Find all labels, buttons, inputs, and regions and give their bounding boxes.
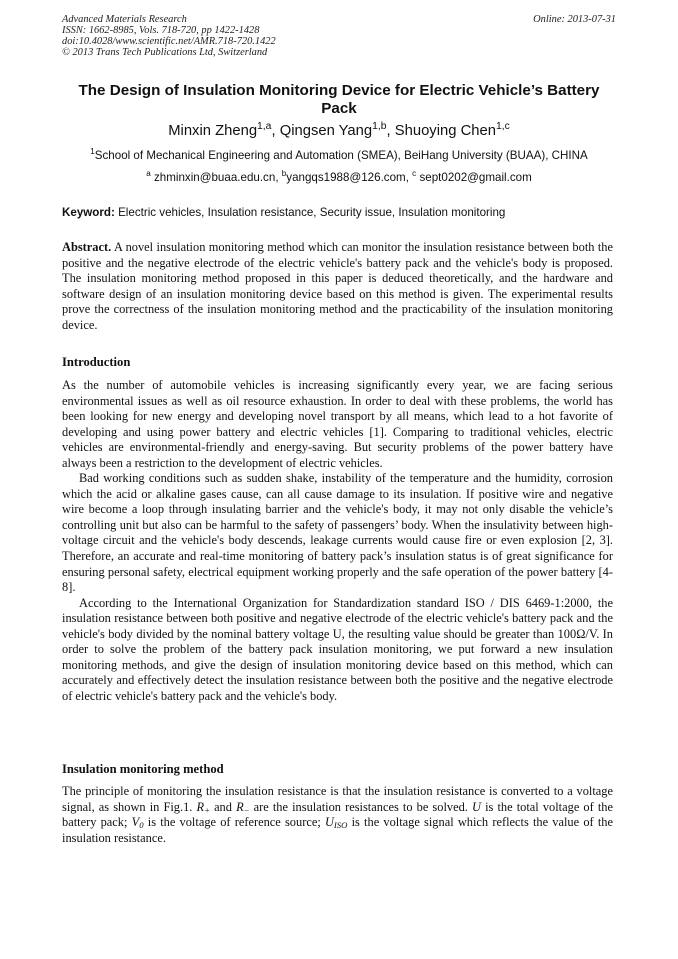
online-date: Online: 2013-07-31: [533, 14, 616, 25]
text-run: is the voltage of reference source;: [147, 815, 321, 830]
introduction-heading: Introduction: [62, 355, 131, 369]
email-mark: c: [412, 169, 417, 179]
symbol-u: U: [472, 799, 481, 814]
author-affil-mark: 1,b: [372, 121, 387, 133]
author-affil-mark: 1,a: [257, 121, 272, 133]
symbol-r-minus: $R_-$: [236, 799, 250, 815]
text-run: are the insulation resistances to be solved.: [253, 799, 468, 814]
email-link[interactable]: zhminxin@buaa.edu.cn: [153, 171, 276, 184]
author-name: Qingsen Yang: [279, 123, 373, 139]
abstract: [62, 240, 613, 333]
paragraph: According to the International Organization for Standardization standard ISO / DIS 6469-1:2000, the insulation resistance between both positive and negative electrode of the electric vehicle's battery pack and the vehicle's body divided by the nominal battery voltage U, the resulting value should be greater than 100Ω/V. In order to solve the problem of the battery pack insulation monitoring, we put forward a new insulation monitoring methods, and give the design of insulation monitoring device based on this method, which can accurately and effectively detect the insulation resistance between both the positive and the negative electrode of electric vehicle's battery pack and the vehicle's body.: [62, 595, 613, 703]
journal-name: Advanced Materials Research: [62, 14, 187, 25]
text-run: is the voltage signal which reflects the value of the insulation resistance.: [62, 815, 613, 845]
symbol-v0: $V_0$: [131, 815, 144, 831]
symbol-r-plus: $R_+$: [196, 799, 210, 815]
keyword-line: [62, 205, 638, 220]
symbol-uiso: $U_{ISO}$: [324, 815, 348, 831]
journal-header: [62, 14, 616, 58]
method-body: [62, 784, 613, 846]
affil-text: School of Mechanical Engineering and Automation (SMEA), BeiHang University (BUAA), CHINA: [94, 149, 588, 162]
paragraph: As the number of automobile vehicles is increasing significantly every year, we are facing serious environmental issues as well as oil resource exhaustion. In order to deal with these problems, the world has been looking for new energy and developing novel transport by all means, which lead to a hot favorite of developing and using power battery and electric vehicles [1]. Comparing to traditional vehicles, electric vehicles are environmental-friendly and energy-saving. But security problems of the power battery have always been a restriction to the development of electric vehicles.: [62, 378, 613, 470]
text-run: and: [214, 799, 232, 814]
copyright: © 2013 Trans Tech Publications Ltd, Switzerland: [62, 47, 268, 58]
affil-mark: 1: [90, 147, 95, 157]
abstract-label: Abstract.: [62, 240, 112, 254]
introduction-body: [62, 378, 613, 704]
doi: doi:10.4028/www.scientific.net/AMR.718-720.1422: [62, 36, 276, 47]
author-name: Minxin Zheng: [168, 123, 258, 139]
text-run: The principle of monitoring the insulation resistance is that the insulation resistance is converted to a voltage signal, as shown in Fig.1.: [62, 784, 613, 814]
author-list: Minxin Zheng$^{1,a}$, Qingsen Yang$^{1,b}$, Shuoying Chen$^{1,c}$: [168, 121, 510, 139]
keyword-text: Electric vehicles, Insulation resistance, Security issue, Insulation monitoring: [118, 206, 506, 219]
method-heading: Insulation monitoring method: [62, 762, 224, 776]
email-mark: b: [281, 169, 287, 179]
affiliation: [40, 148, 638, 163]
email-link[interactable]: yangqs1988@126.com: [286, 171, 406, 184]
paragraph: Bad working conditions such as sudden shake, instability of the temperature and the humidity, corrosion which the acid or alkaline gases cause, can all cause damage to its insulation. If positive wire and negative wire become a loop through insulating barrier and the vehicle's body, it may not only disable the vehicle’s controlling unit but also can be harmful to the safety of passengers’ body. When the insulativity between high-voltage circuit and the vehicle's body descends, leakage currents would cause fire or even explosion [2, 3]. Therefore, an accurate and real-time monitoring of battery pack’s insulation status is of great significance for ensuring personal safety, electrical equipment working properly and the safe operation of the power battery [4-8].: [62, 471, 613, 595]
email-list: $^a$ zhminxin@buaa.edu.cn, $^b$yangqs1988@126.com, $^c$ sept0202@gmail.com: [146, 169, 532, 184]
abstract-text: A novel insulation monitoring method which can monitor the insulation resistance between both the positive and the negative electrode of the electric vehicle's battery pack and the vehicle's body is proposed. The insulation monitoring method proposed in this paper is deduced theoretically, and the hardware and software design of an insulation monitoring device based on this method is given. The experimental results prove the correctness of the insulation monitoring method and the practicability of the insulation monitoring device.: [62, 240, 613, 332]
author-name: Shuoying Chen: [394, 123, 496, 139]
email-link[interactable]: sept0202@gmail.com: [419, 171, 532, 184]
paper-title: The Design of Insulation Monitoring Device for Electric Vehicle’s Battery Pack: [78, 82, 600, 117]
keyword-label: Keyword:: [62, 206, 115, 219]
issn: ISSN: 1662-8985, Vols. 718-720, pp 1422-1428: [62, 25, 260, 36]
email-mark: a: [146, 169, 151, 179]
text-run: is the total voltage of the battery pack;: [62, 799, 614, 830]
paragraph: [62, 784, 613, 846]
author-affil-mark: 1,c: [495, 121, 510, 133]
